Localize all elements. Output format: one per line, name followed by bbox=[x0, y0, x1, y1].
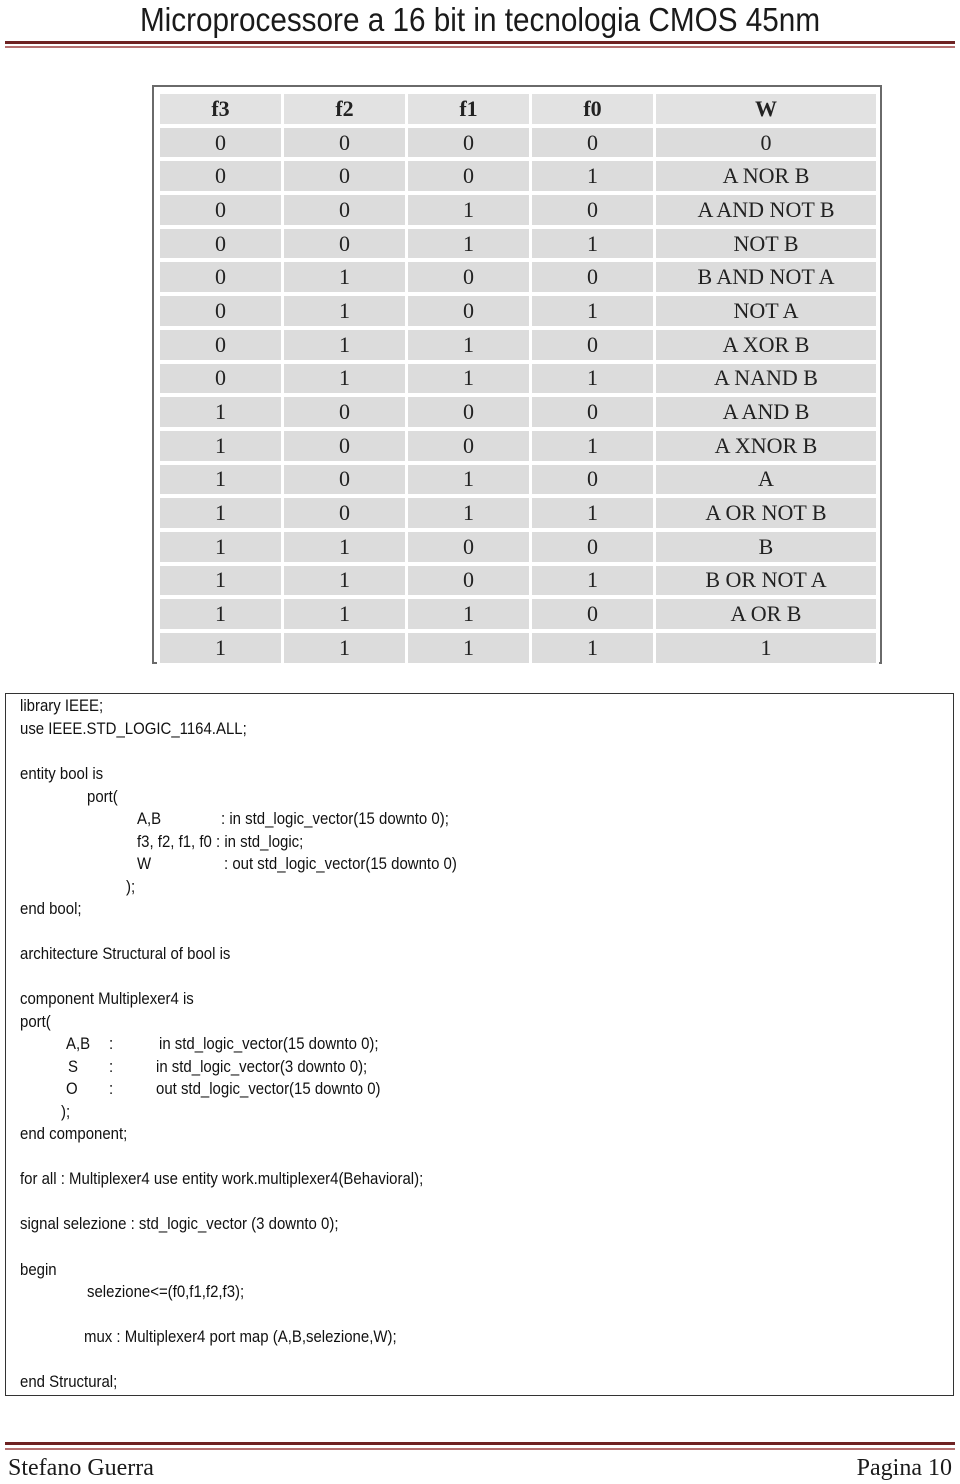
code-line: port( bbox=[87, 787, 118, 806]
cell-f1: 0 bbox=[408, 128, 529, 158]
code-line: begin bbox=[20, 1260, 57, 1279]
cell-w: NOT A bbox=[656, 296, 876, 326]
code-line: O bbox=[66, 1079, 78, 1098]
cell-f0: 0 bbox=[532, 532, 653, 562]
cell-f3: 1 bbox=[160, 566, 281, 596]
cell-f2: 1 bbox=[284, 566, 405, 596]
footer-author: Stefano Guerra bbox=[8, 1455, 154, 1481]
table-row bbox=[160, 195, 876, 225]
code-line: : out std_logic_vector(15 downto 0) bbox=[224, 854, 457, 873]
header-f3: f3 bbox=[160, 94, 281, 124]
code-line: library IEEE; bbox=[20, 696, 104, 715]
cell-f0: 0 bbox=[532, 128, 653, 158]
cell-f0: 0 bbox=[532, 397, 653, 427]
header-rule-thin bbox=[5, 46, 955, 48]
cell-f2: 0 bbox=[284, 498, 405, 528]
header-w: W bbox=[656, 94, 876, 124]
code-line: signal selezione : std_logic_vector (3 downto 0); bbox=[20, 1214, 339, 1233]
code-line: component Multiplexer4 is bbox=[20, 989, 194, 1008]
code-line: mux : Multiplexer4 port map (A,B,selezione,W); bbox=[84, 1327, 397, 1346]
table-row bbox=[160, 128, 876, 158]
truth-table bbox=[157, 90, 879, 667]
cell-f0: 1 bbox=[532, 633, 653, 663]
cell-f1: 0 bbox=[408, 161, 529, 191]
cell-f3: 1 bbox=[160, 633, 281, 663]
cell-f0: 1 bbox=[532, 431, 653, 461]
cell-f2: 1 bbox=[284, 364, 405, 394]
cell-w: A bbox=[656, 465, 876, 495]
cell-f2: 0 bbox=[284, 465, 405, 495]
cell-f0: 1 bbox=[532, 296, 653, 326]
cell-f0: 1 bbox=[532, 498, 653, 528]
cell-f1: 1 bbox=[408, 498, 529, 528]
cell-f1: 1 bbox=[408, 633, 529, 663]
cell-f2: 1 bbox=[284, 599, 405, 629]
cell-f3: 0 bbox=[160, 364, 281, 394]
header-f1: f1 bbox=[408, 94, 529, 124]
cell-f1: 0 bbox=[408, 296, 529, 326]
cell-f3: 1 bbox=[160, 498, 281, 528]
cell-w: A XNOR B bbox=[656, 431, 876, 461]
code-line: : bbox=[109, 1057, 114, 1076]
code-line: A,B bbox=[66, 1034, 91, 1053]
cell-w: 0 bbox=[656, 128, 876, 158]
code-line: ); bbox=[61, 1102, 71, 1121]
vhdl-code-box bbox=[5, 693, 954, 1396]
cell-f3: 1 bbox=[160, 532, 281, 562]
cell-f1: 0 bbox=[408, 431, 529, 461]
cell-w: A NOR B bbox=[656, 161, 876, 191]
cell-w: B AND NOT A bbox=[656, 262, 876, 292]
footer-page-number: Pagina 10 bbox=[856, 1455, 952, 1481]
cell-f2: 0 bbox=[284, 397, 405, 427]
code-line: ); bbox=[126, 877, 136, 896]
code-line: end component; bbox=[20, 1124, 128, 1143]
cell-w: A AND B bbox=[656, 397, 876, 427]
cell-f1: 1 bbox=[408, 364, 529, 394]
code-line: end bool; bbox=[20, 899, 82, 918]
truth-table-figure bbox=[152, 85, 882, 664]
code-line: in std_logic_vector(15 downto 0); bbox=[159, 1034, 379, 1053]
cell-f2: 0 bbox=[284, 195, 405, 225]
code-line: for all : Multiplexer4 use entity work.multiplexer4(Behavioral); bbox=[20, 1169, 424, 1188]
table-row bbox=[160, 330, 876, 360]
cell-f3: 0 bbox=[160, 229, 281, 259]
table-row bbox=[160, 599, 876, 629]
page-header-title: Microprocessore a 16 bit in tecnologia CMOS 45nm bbox=[139, 1, 821, 38]
code-line: f3, f2, f1, f0 : in std_logic; bbox=[137, 832, 304, 851]
cell-w: B bbox=[656, 532, 876, 562]
table-row bbox=[160, 532, 876, 562]
cell-f2: 1 bbox=[284, 296, 405, 326]
code-line: entity bool is bbox=[20, 764, 104, 783]
code-line: W bbox=[137, 854, 152, 873]
table-row bbox=[160, 633, 876, 663]
cell-f1: 1 bbox=[408, 599, 529, 629]
cell-w: A OR B bbox=[656, 599, 876, 629]
code-line: A,B bbox=[137, 809, 162, 828]
table-row bbox=[160, 262, 876, 292]
cell-f1: 0 bbox=[408, 397, 529, 427]
cell-f2: 1 bbox=[284, 262, 405, 292]
cell-w: A XOR B bbox=[656, 330, 876, 360]
cell-f1: 0 bbox=[408, 262, 529, 292]
cell-f3: 0 bbox=[160, 262, 281, 292]
footer-rule-thin bbox=[5, 1448, 955, 1450]
cell-w: A NAND B bbox=[656, 364, 876, 394]
cell-f0: 1 bbox=[532, 566, 653, 596]
cell-f1: 0 bbox=[408, 566, 529, 596]
code-line: out std_logic_vector(15 downto 0) bbox=[156, 1079, 381, 1098]
cell-f3: 1 bbox=[160, 431, 281, 461]
cell-f0: 1 bbox=[532, 161, 653, 191]
table-row bbox=[160, 296, 876, 326]
code-line: S bbox=[68, 1057, 78, 1076]
table-row bbox=[160, 229, 876, 259]
cell-f2: 0 bbox=[284, 431, 405, 461]
cell-f1: 0 bbox=[408, 532, 529, 562]
code-line: end Structural; bbox=[20, 1372, 118, 1391]
cell-f3: 1 bbox=[160, 599, 281, 629]
code-line: port( bbox=[20, 1012, 51, 1031]
table-row bbox=[160, 498, 876, 528]
cell-f3: 1 bbox=[160, 465, 281, 495]
code-line: : bbox=[109, 1079, 114, 1098]
cell-f1: 1 bbox=[408, 229, 529, 259]
cell-f3: 1 bbox=[160, 397, 281, 427]
cell-f1: 1 bbox=[408, 465, 529, 495]
code-line: in std_logic_vector(3 downto 0); bbox=[156, 1057, 368, 1076]
cell-f0: 0 bbox=[532, 330, 653, 360]
table-row bbox=[160, 431, 876, 461]
cell-f3: 0 bbox=[160, 330, 281, 360]
table-row bbox=[160, 566, 876, 596]
cell-f0: 1 bbox=[532, 229, 653, 259]
table-row bbox=[160, 465, 876, 495]
cell-f3: 0 bbox=[160, 296, 281, 326]
cell-f0: 0 bbox=[532, 465, 653, 495]
footer-rule bbox=[5, 1442, 955, 1445]
cell-w: B OR NOT A bbox=[656, 566, 876, 596]
header-f2: f2 bbox=[284, 94, 405, 124]
code-line: architecture Structural of bool is bbox=[20, 944, 231, 963]
header-rule bbox=[5, 41, 955, 44]
cell-f3: 0 bbox=[160, 195, 281, 225]
truth-table-header-row bbox=[160, 94, 876, 124]
cell-f3: 0 bbox=[160, 128, 281, 158]
cell-f3: 0 bbox=[160, 161, 281, 191]
code-line: use IEEE.STD_LOGIC_1164.ALL; bbox=[20, 719, 247, 738]
header-f0: f0 bbox=[532, 94, 653, 124]
cell-w: 1 bbox=[656, 633, 876, 663]
cell-f0: 0 bbox=[532, 195, 653, 225]
cell-w: A OR NOT B bbox=[656, 498, 876, 528]
code-line: : in std_logic_vector(15 downto 0); bbox=[221, 809, 449, 828]
cell-f2: 0 bbox=[284, 161, 405, 191]
cell-f2: 0 bbox=[284, 128, 405, 158]
cell-w: A AND NOT B bbox=[656, 195, 876, 225]
cell-f0: 0 bbox=[532, 262, 653, 292]
cell-f1: 1 bbox=[408, 195, 529, 225]
table-row bbox=[160, 397, 876, 427]
code-line: selezione<=(f0,f1,f2,f3); bbox=[87, 1282, 245, 1301]
cell-f2: 1 bbox=[284, 532, 405, 562]
cell-w: NOT B bbox=[656, 229, 876, 259]
cell-f0: 1 bbox=[532, 364, 653, 394]
cell-f0: 0 bbox=[532, 599, 653, 629]
table-row bbox=[160, 364, 876, 394]
code-line: : bbox=[109, 1034, 114, 1053]
cell-f2: 1 bbox=[284, 633, 405, 663]
table-row bbox=[160, 161, 876, 191]
cell-f2: 0 bbox=[284, 229, 405, 259]
cell-f1: 1 bbox=[408, 330, 529, 360]
cell-f2: 1 bbox=[284, 330, 405, 360]
